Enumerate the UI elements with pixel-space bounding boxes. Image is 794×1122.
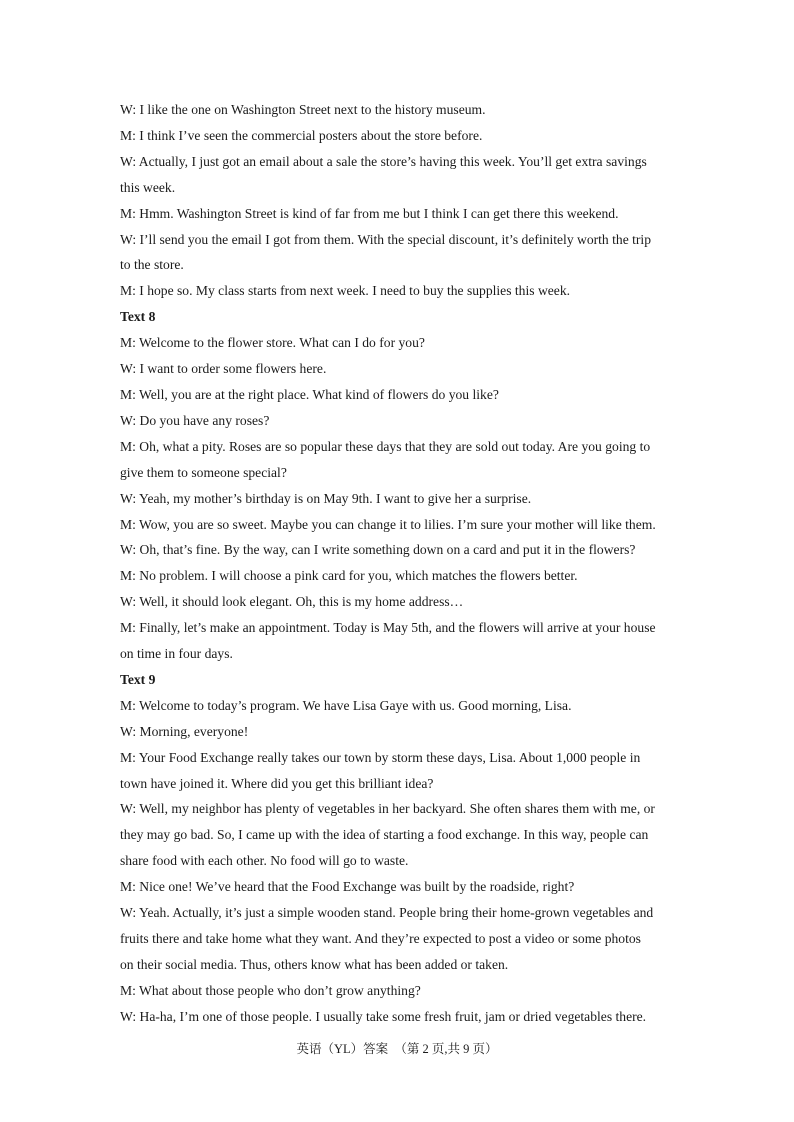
dialogue-line: M: What about those people who don’t grow anything? (120, 982, 421, 998)
dialogue-line: W: Actually, I just got an email about a sale the store’s having this week. You’ll get extra savings (120, 153, 647, 169)
dialogue-line: M: Welcome to today’s program. We have Lisa Gaye with us. Good morning, Lisa. (120, 697, 572, 713)
dialogue-line: M: Nice one! We’ve heard that the Food Exchange was built by the roadside, right? (120, 879, 575, 895)
dialogue-line: share food with each other. No food will go to waste. (120, 853, 409, 869)
dialogue-line: give them to someone special? (120, 464, 287, 480)
dialogue-line: W: Yeah. Actually, it’s just a simple wooden stand. People bring their home-grown vegetables and (120, 905, 654, 921)
dialogue-line: W: Morning, everyone! (120, 723, 249, 739)
dialogue-line: W: I want to order some flowers here. (120, 361, 327, 377)
dialogue-line: on time in four days. (120, 646, 233, 662)
section-heading: Text 9 (120, 671, 156, 687)
dialogue-line: M: I think I’ve seen the commercial posters about the store before. (120, 127, 483, 143)
dialogue-line: fruits there and take home what they want. And they’re expected to post a video or some photos (120, 931, 641, 946)
dialogue-line: town have joined it. Where did you get this brilliant idea? (120, 775, 434, 791)
dialogue-line: they may go bad. So, I came up with the idea of starting a food exchange. In this way, people can (120, 827, 649, 843)
dialogue-line: W: Ha-ha, I’m one of those people. I usually take some fresh fruit, jam or dried vegetables there. (120, 1008, 647, 1024)
dialogue-line: to the store. (120, 257, 184, 273)
section-heading: Text 8 (120, 309, 156, 325)
dialogue-line: W: Yeah, my mother’s birthday is on May 9th. I want to give her a surprise. (120, 490, 532, 506)
dialogue-line: W: Well, my neighbor has plenty of vegetables in her backyard. She often shares them with me, or (120, 801, 655, 817)
dialogue-line: W: Oh, that’s fine. By the way, can I write something down on a card and put it in the flowers? (120, 542, 636, 558)
dialogue-line: W: I like the one on Washington Street next to the history museum. (120, 102, 486, 117)
dialogue-line: this week. (120, 179, 176, 195)
dialogue-line: M: Oh, what a pity. Roses are so popular these days that they are sold out today. Are you going to (120, 438, 651, 454)
dialogue-line: M: Your Food Exchange really takes our town by storm these days, Lisa. About 1,000 people in (120, 749, 641, 765)
dialogue-line: on their social media. Thus, others know what has been added or taken. (120, 956, 509, 972)
dialogue-line: M: Wow, you are so sweet. Maybe you can change it to lilies. I’m sure your mother will like them. (120, 516, 656, 532)
dialogue-line: M: No problem. I will choose a pink card for you, which matches the flowers better. (120, 568, 578, 584)
document-body (120, 97, 680, 1030)
dialogue-line: M: Hmm. Washington Street is kind of far from me but I think I can get there this weekend. (120, 205, 619, 221)
dialogue-line: W: Do you have any roses? (120, 412, 270, 428)
dialogue-line: M: Welcome to the flower store. What can I do for you? (120, 335, 425, 351)
dialogue-line: M: Well, you are at the right place. What kind of flowers do you like? (120, 386, 499, 402)
dialogue-line: W: Well, it should look elegant. Oh, this is my home address… (120, 594, 464, 610)
page-footer: 英语（YL）答案 （第 2 页,共 9 页） (296, 1042, 498, 1056)
dialogue-line: M: Finally, let’s make an appointment. Today is May 5th, and the flowers will arrive at your house (120, 620, 656, 636)
dialogue-line: W: I’ll send you the email I got from them. With the special discount, it’s definitely worth the trip (120, 231, 652, 247)
dialogue-line: M: I hope so. My class starts from next week. I need to buy the supplies this week. (120, 283, 571, 299)
